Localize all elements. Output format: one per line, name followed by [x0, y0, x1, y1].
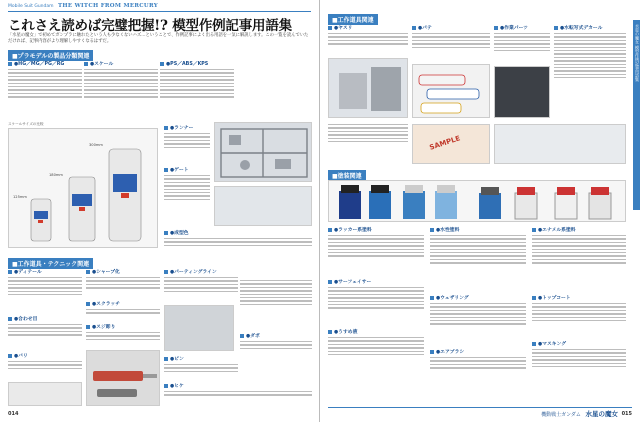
tool-illustration	[87, 351, 160, 406]
sample-label: SAMPLE	[428, 134, 462, 152]
running-head	[8, 3, 158, 9]
term-weathering: ●ウェザリング	[430, 294, 469, 301]
term-seam: ●合わせ目	[8, 315, 37, 322]
mold-photo	[8, 382, 82, 406]
term-scale: ●スケール	[84, 60, 113, 67]
term-mold: ●バリ	[8, 352, 28, 359]
term-ps-body	[160, 67, 234, 117]
paint-bottles-illustration	[329, 181, 626, 222]
term-part: ●作業パーツ	[494, 24, 528, 31]
term-gate-body	[164, 173, 210, 221]
term-sink-body	[164, 389, 312, 403]
term-putty-body	[412, 31, 490, 61]
footer-logo	[541, 409, 618, 418]
file-photo	[328, 58, 408, 118]
term-file-body	[328, 31, 408, 57]
term-topcoat-body	[532, 301, 626, 337]
top-rule	[8, 11, 311, 12]
term-runner-body	[164, 131, 210, 161]
page-number-right: 015	[621, 411, 632, 417]
lead-text: 「水星の魔女」で初めてガンプラに触れたという人も少なくないハズ…ということで、作例記事によく出る用語を一気に解説します。この一覧を読んでいただければ、記事内容がより理解しやすくなるはずだ。	[8, 33, 309, 44]
runner-illustration	[215, 123, 312, 182]
footer-small-title: 機動戦士ガンダム	[541, 412, 581, 418]
term-runner: ●ランナー	[164, 124, 193, 131]
term-sink: ●ヒケ	[164, 382, 184, 389]
scale-compare-caption: スケールサイズの比較	[8, 122, 44, 126]
term-dabo: ●ダボ	[240, 332, 260, 339]
term-surfacer: ●サーフェイサー	[328, 278, 371, 285]
term-thinner: ●うすめ液	[328, 328, 357, 335]
term-weathering-body	[430, 301, 526, 345]
term-enamel-body	[532, 233, 626, 287]
term-airbrush: ●エアブラシ	[430, 348, 464, 355]
term-scratch-body	[86, 307, 160, 321]
decal-photo	[412, 124, 490, 164]
runner-photo	[214, 122, 312, 182]
term-masking-body	[532, 347, 626, 383]
term-detail: ●ディテール	[8, 268, 42, 275]
term-detail-body	[8, 275, 82, 311]
term-lacquer-body	[328, 233, 424, 275]
term-topcoat: ●トップコート	[532, 294, 571, 301]
term-part-body	[494, 31, 550, 65]
scale-compare-photo	[8, 128, 158, 248]
parting-photo	[164, 305, 234, 351]
side-tab	[633, 20, 640, 210]
term-lacquer: ●ラッカー系塗料	[328, 226, 372, 233]
section-header-paint: ■塗装関連	[328, 170, 366, 181]
term-sharp-body	[86, 275, 160, 297]
term-parting-body	[164, 275, 238, 305]
page-number-left: 014	[8, 411, 19, 417]
term-scratch: ●スクラッチ	[86, 300, 120, 307]
term-color: ●成型色	[164, 229, 189, 236]
term-thinner-body	[328, 335, 424, 373]
running-head-title: THE WITCH FROM MERCURY	[57, 3, 158, 9]
dim-180: 180mm	[49, 173, 63, 177]
term-sanding: ●水転写式デカール	[554, 24, 602, 31]
term-mold-body	[8, 359, 82, 379]
tool-photo	[86, 350, 160, 406]
running-head-small: Mobile Suit Gundam	[8, 4, 54, 9]
term-color-body	[164, 236, 312, 254]
gate-photo	[214, 186, 312, 226]
term-pin: ●ピン	[164, 355, 184, 362]
term-ps: ●PS／ABS／KPS	[160, 60, 208, 67]
parts-photo	[494, 66, 550, 118]
term-surfacer-body	[328, 285, 424, 325]
term-airbrush-body	[430, 355, 526, 383]
section-header-product: ■プラモデルの製品分類関連	[8, 50, 93, 61]
term-parting: ●パーティングライン	[164, 268, 217, 275]
page-title: これさえ読めば完璧把握!? 模型作例記事用語集	[8, 18, 292, 34]
term-grade-body	[8, 67, 82, 117]
term-dabo-body	[240, 339, 312, 357]
putty-tubes-illustration	[413, 65, 490, 118]
term-putty: ●パテ	[412, 24, 432, 31]
right-page	[320, 0, 640, 422]
term-seam-body	[8, 322, 82, 348]
term-scale-body	[84, 67, 158, 117]
term-grade: ●HG／MG／PG／RG	[8, 60, 64, 67]
footer-title: 水星の魔女	[585, 410, 618, 418]
putty-photo	[412, 64, 490, 118]
dim-300: 300mm	[89, 143, 103, 147]
term-shortcut: ●スジ彫り	[86, 323, 115, 330]
term-pin-body	[164, 362, 238, 380]
grinder-photo	[494, 124, 626, 164]
decal-body	[328, 122, 408, 156]
term-masking: ●マスキング	[532, 340, 566, 347]
term-parting-body-2	[240, 278, 312, 326]
term-sharp: ●シャープ化	[86, 268, 120, 275]
gundam-scale-illustration	[9, 129, 158, 248]
section-header-tools-right: ■工作道具関連	[328, 14, 378, 25]
section-header-tools: ■工作道具・テクニック関連	[8, 258, 93, 269]
side-tab-label: 水星の魔女 模型作例記事用語集	[635, 24, 640, 82]
term-shortcut-body	[86, 330, 160, 348]
paint-bottles-photo	[328, 180, 626, 222]
term-file: ●ヤスリ	[328, 24, 352, 31]
term-acrylic-body	[430, 233, 526, 287]
file-illustration	[329, 59, 408, 118]
term-sanding-body	[554, 31, 626, 117]
term-enamel: ●エナメル系塗料	[532, 226, 576, 233]
dim-125: 125mm	[13, 195, 27, 199]
footer-rule	[328, 407, 632, 408]
term-acrylic: ●水性塗料	[430, 226, 459, 233]
term-gate: ●ゲート	[164, 166, 189, 173]
